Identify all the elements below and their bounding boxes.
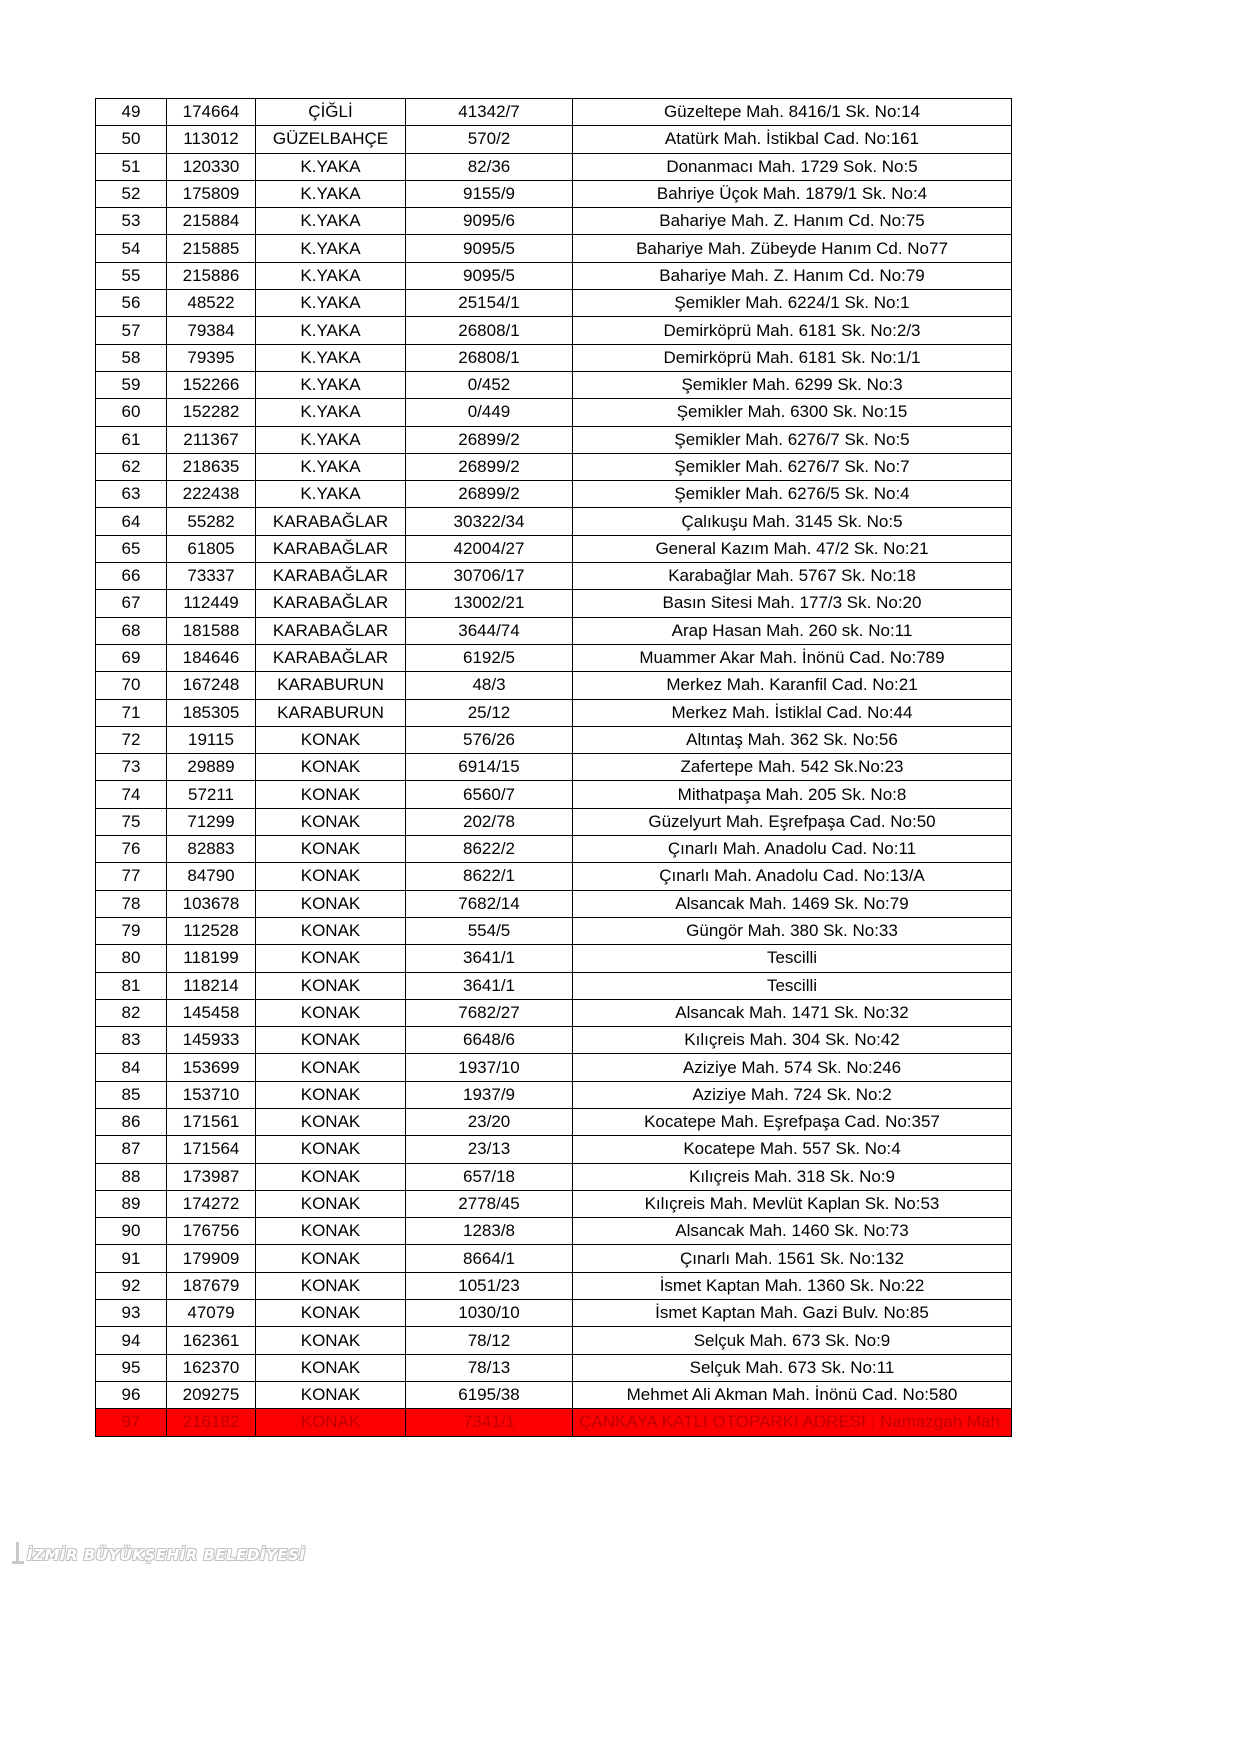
record-id-cell: 181588 [167,617,256,644]
record-id-cell: 215884 [167,208,256,235]
district-cell: K.YAKA [256,426,406,453]
district-cell: KONAK [256,999,406,1026]
table-row [96,535,1012,562]
address-cell: Merkez Mah. Karanfil Cad. No:21 [573,672,1012,699]
row-number-cell: 59 [96,371,167,398]
parcel-cell: 78/12 [406,1327,573,1354]
parcel-cell: 23/13 [406,1136,573,1163]
row-number-cell: 56 [96,290,167,317]
address-cell: Bahariye Mah. Zübeyde Hanım Cd. No77 [573,235,1012,262]
address-cell: Kocatepe Mah. Eşrefpaşa Cad. No:357 [573,1108,1012,1135]
table-row [96,371,1012,398]
row-number-cell: 68 [96,617,167,644]
table-row [96,972,1012,999]
row-number-cell: 64 [96,508,167,535]
table-row [96,344,1012,371]
district-cell: ÇİĞLİ [256,99,406,126]
parcel-cell: 9095/5 [406,262,573,289]
address-cell: Şemikler Mah. 6276/7 Sk. No:7 [573,453,1012,480]
row-number-cell: 90 [96,1218,167,1245]
district-cell: KONAK [256,1300,406,1327]
district-cell: K.YAKA [256,399,406,426]
table-row [96,617,1012,644]
address-cell: Güngör Mah. 380 Sk. No:33 [573,917,1012,944]
table-row [96,1381,1012,1408]
row-number-cell: 94 [96,1327,167,1354]
row-number-cell: 73 [96,754,167,781]
parcel-cell: 78/13 [406,1354,573,1381]
table-row [96,1108,1012,1135]
parcel-cell: 8622/1 [406,863,573,890]
district-cell: K.YAKA [256,317,406,344]
address-cell: Donanmacı Mah. 1729 Sok. No:5 [573,153,1012,180]
row-number-cell: 93 [96,1300,167,1327]
table-row [96,836,1012,863]
record-id-cell: 145458 [167,999,256,1026]
table-row [96,481,1012,508]
table-row [96,99,1012,126]
address-cell: Çalıkuşu Mah. 3145 Sk. No:5 [573,508,1012,535]
parcel-cell: 0/449 [406,399,573,426]
record-id-cell: 185305 [167,699,256,726]
address-cell: Şemikler Mah. 6276/5 Sk. No:4 [573,481,1012,508]
parcel-cell: 7682/14 [406,890,573,917]
row-number-cell: 82 [96,999,167,1026]
address-cell: Muammer Akar Mah. İnönü Cad. No:789 [573,644,1012,671]
parcel-cell: 202/78 [406,808,573,835]
parcel-cell: 13002/21 [406,590,573,617]
parcel-cell: 9095/6 [406,208,573,235]
record-id-cell: 218635 [167,453,256,480]
record-id-cell: 79395 [167,344,256,371]
parcel-cell: 1937/9 [406,1081,573,1108]
table-row [96,563,1012,590]
district-cell: KONAK [256,1190,406,1217]
address-cell: Alsancak Mah. 1471 Sk. No:32 [573,999,1012,1026]
table-row [96,1354,1012,1381]
record-id-cell: 73337 [167,563,256,590]
record-id-cell: 187679 [167,1272,256,1299]
address-cell: Bahriye Üçok Mah. 1879/1 Sk. No:4 [573,180,1012,207]
row-number-cell: 89 [96,1190,167,1217]
record-id-cell: 211367 [167,426,256,453]
address-cell: İsmet Kaptan Mah. 1360 Sk. No:22 [573,1272,1012,1299]
row-number-cell: 87 [96,1136,167,1163]
table-row [96,399,1012,426]
record-id-cell: 173987 [167,1163,256,1190]
record-id-cell: 82883 [167,836,256,863]
record-id-cell: 215886 [167,262,256,289]
table-row [96,262,1012,289]
table-row [96,1300,1012,1327]
record-id-cell: 118199 [167,945,256,972]
parcel-cell: 7341/1 [406,1409,573,1436]
district-cell: KARABAĞLAR [256,590,406,617]
table-row [96,235,1012,262]
parcel-cell: 23/20 [406,1108,573,1135]
parcel-cell: 26808/1 [406,344,573,371]
table-row [96,208,1012,235]
parcel-cell: 26899/2 [406,481,573,508]
table-row [96,317,1012,344]
record-id-cell: 29889 [167,754,256,781]
parcel-cell: 6560/7 [406,781,573,808]
address-cell: Şemikler Mah. 6299 Sk. No:3 [573,371,1012,398]
table-row [96,917,1012,944]
address-cell: Mithatpaşa Mah. 205 Sk. No:8 [573,781,1012,808]
row-number-cell: 92 [96,1272,167,1299]
address-cell: Şemikler Mah. 6300 Sk. No:15 [573,399,1012,426]
table-row [96,1081,1012,1108]
address-cell: Kılıçreis Mah. 304 Sk. No:42 [573,1027,1012,1054]
table-row [96,781,1012,808]
address-cell: Güzeltepe Mah. 8416/1 Sk. No:14 [573,99,1012,126]
row-number-cell: 77 [96,863,167,890]
district-cell: KONAK [256,917,406,944]
address-cell: Bahariye Mah. Z. Hanım Cd. No:79 [573,262,1012,289]
address-cell: Basın Sitesi Mah. 177/3 Sk. No:20 [573,590,1012,617]
parcel-cell: 554/5 [406,917,573,944]
district-cell: KONAK [256,726,406,753]
address-cell: Karabağlar Mah. 5767 Sk. No:18 [573,563,1012,590]
table-row [96,126,1012,153]
parcel-cell: 576/26 [406,726,573,753]
record-id-cell: 162370 [167,1354,256,1381]
table-row [96,1054,1012,1081]
parcel-cell: 6195/38 [406,1381,573,1408]
row-number-cell: 63 [96,481,167,508]
parcel-cell: 9095/5 [406,235,573,262]
record-id-cell: 103678 [167,890,256,917]
table-row [96,1272,1012,1299]
parcel-cell: 0/452 [406,371,573,398]
parcel-cell: 6192/5 [406,644,573,671]
parcel-cell: 8664/1 [406,1245,573,1272]
district-cell: KONAK [256,890,406,917]
record-id-cell: 120330 [167,153,256,180]
address-cell: Şemikler Mah. 6276/7 Sk. No:5 [573,426,1012,453]
district-cell: KARABAĞLAR [256,644,406,671]
parcel-cell: 657/18 [406,1163,573,1190]
district-cell: KONAK [256,863,406,890]
record-id-cell: 175809 [167,180,256,207]
row-number-cell: 75 [96,808,167,835]
district-cell: KONAK [256,808,406,835]
row-number-cell: 54 [96,235,167,262]
row-number-cell: 52 [96,180,167,207]
address-cell: Alsancak Mah. 1469 Sk. No:79 [573,890,1012,917]
table-row [96,754,1012,781]
address-cell: Selçuk Mah. 673 Sk. No:9 [573,1327,1012,1354]
district-cell: K.YAKA [256,180,406,207]
parcel-cell: 30322/34 [406,508,573,535]
address-cell: Kılıçreis Mah. 318 Sk. No:9 [573,1163,1012,1190]
table-row [96,590,1012,617]
district-cell: KONAK [256,1381,406,1408]
record-id-cell: 179909 [167,1245,256,1272]
record-id-cell: 184646 [167,644,256,671]
table-row [96,999,1012,1026]
row-number-cell: 81 [96,972,167,999]
table-row [96,1027,1012,1054]
row-number-cell: 76 [96,836,167,863]
parcel-cell: 1937/10 [406,1054,573,1081]
table-row [96,945,1012,972]
district-cell: K.YAKA [256,453,406,480]
row-number-cell: 72 [96,726,167,753]
row-number-cell: 84 [96,1054,167,1081]
address-cell: Şemikler Mah. 6224/1 Sk. No:1 [573,290,1012,317]
parcel-cell: 25/12 [406,699,573,726]
parcel-cell: 26899/2 [406,426,573,453]
district-cell: KONAK [256,1409,406,1436]
table-row [96,1327,1012,1354]
address-cell: Demirköprü Mah. 6181 Sk. No:2/3 [573,317,1012,344]
record-id-cell: 57211 [167,781,256,808]
row-number-cell: 60 [96,399,167,426]
row-number-cell: 53 [96,208,167,235]
row-number-cell: 86 [96,1108,167,1135]
row-number-cell: 78 [96,890,167,917]
record-id-cell: 152266 [167,371,256,398]
district-cell: KONAK [256,836,406,863]
municipality-logo [12,1538,305,1564]
row-number-cell: 69 [96,644,167,671]
district-cell: K.YAKA [256,153,406,180]
address-cell: Çınarlı Mah. 1561 Sk. No:132 [573,1245,1012,1272]
address-cell: Kocatepe Mah. 557 Sk. No:4 [573,1136,1012,1163]
record-id-cell: 174664 [167,99,256,126]
district-cell: KONAK [256,1245,406,1272]
district-cell: KONAK [256,1027,406,1054]
address-cell: Bahariye Mah. Z. Hanım Cd. No:75 [573,208,1012,235]
district-cell: K.YAKA [256,481,406,508]
parcel-cell: 1283/8 [406,1218,573,1245]
row-number-cell: 85 [96,1081,167,1108]
district-cell: KONAK [256,1081,406,1108]
district-cell: KARABAĞLAR [256,535,406,562]
parcel-cell: 7682/27 [406,999,573,1026]
row-number-cell: 97 [96,1409,167,1436]
address-cell: Merkez Mah. İstiklal Cad. No:44 [573,699,1012,726]
row-number-cell: 80 [96,945,167,972]
address-cell: Alsancak Mah. 1460 Sk. No:73 [573,1218,1012,1245]
address-cell: Demirköprü Mah. 6181 Sk. No:1/1 [573,344,1012,371]
record-id-cell: 55282 [167,508,256,535]
row-number-cell: 62 [96,453,167,480]
row-number-cell: 65 [96,535,167,562]
parcel-cell: 26899/2 [406,453,573,480]
row-number-cell: 70 [96,672,167,699]
address-cell: Tescilli [573,945,1012,972]
record-id-cell: 152282 [167,399,256,426]
row-number-cell: 67 [96,590,167,617]
district-cell: KONAK [256,1327,406,1354]
district-cell: K.YAKA [256,235,406,262]
district-cell: KONAK [256,1272,406,1299]
parcel-cell: 3641/1 [406,945,573,972]
district-cell: KONAK [256,1218,406,1245]
parcel-cell: 6914/15 [406,754,573,781]
table-row [96,644,1012,671]
address-cell: Mehmet Ali Akman Mah. İnönü Cad. No:580 [573,1381,1012,1408]
record-id-cell: 216182 [167,1409,256,1436]
row-number-cell: 79 [96,917,167,944]
record-id-cell: 118214 [167,972,256,999]
parcel-cell: 3644/74 [406,617,573,644]
parcel-cell: 26808/1 [406,317,573,344]
row-number-cell: 96 [96,1381,167,1408]
table-row [96,1190,1012,1217]
row-number-cell: 55 [96,262,167,289]
record-id-cell: 71299 [167,808,256,835]
record-id-cell: 171561 [167,1108,256,1135]
district-cell: KONAK [256,1136,406,1163]
district-cell: KARABAĞLAR [256,508,406,535]
table-row [96,890,1012,917]
district-cell: GÜZELBAHÇE [256,126,406,153]
address-cell: Selçuk Mah. 673 Sk. No:11 [573,1354,1012,1381]
record-id-cell: 61805 [167,535,256,562]
address-cell: Atatürk Mah. İstikbal Cad. No:161 [573,126,1012,153]
parcel-cell: 42004/27 [406,535,573,562]
row-number-cell: 50 [96,126,167,153]
address-cell: General Kazım Mah. 47/2 Sk. No:21 [573,535,1012,562]
district-cell: K.YAKA [256,262,406,289]
record-id-cell: 209275 [167,1381,256,1408]
record-id-cell: 174272 [167,1190,256,1217]
record-id-cell: 162361 [167,1327,256,1354]
table-row [96,290,1012,317]
district-cell: K.YAKA [256,371,406,398]
address-cell: Kılıçreis Mah. Mevlüt Kaplan Sk. No:53 [573,1190,1012,1217]
address-cell: Altıntaş Mah. 362 Sk. No:56 [573,726,1012,753]
record-id-cell: 153710 [167,1081,256,1108]
parcel-cell: 82/36 [406,153,573,180]
district-cell: K.YAKA [256,344,406,371]
table-row [96,1409,1012,1436]
row-number-cell: 58 [96,344,167,371]
table-row [96,153,1012,180]
parcel-cell: 6648/6 [406,1027,573,1054]
address-cell: Çınarlı Mah. Anadolu Cad. No:11 [573,836,1012,863]
table-row [96,508,1012,535]
district-cell: KARABURUN [256,672,406,699]
parcel-cell: 48/3 [406,672,573,699]
parcel-cell: 8622/2 [406,836,573,863]
district-cell: KONAK [256,1163,406,1190]
district-cell: KARABAĞLAR [256,563,406,590]
district-cell: KONAK [256,781,406,808]
record-id-cell: 153699 [167,1054,256,1081]
table-row [96,1163,1012,1190]
district-cell: KARABAĞLAR [256,617,406,644]
record-id-cell: 47079 [167,1300,256,1327]
district-cell: K.YAKA [256,290,406,317]
logo-mark-icon [12,1540,24,1564]
logo-text: İZMİR BÜYÜKŞEHİR BELEDİYESİ [27,1546,306,1564]
address-cell: Arap Hasan Mah. 260 sk. No:11 [573,617,1012,644]
district-cell: KONAK [256,945,406,972]
record-id-cell: 48522 [167,290,256,317]
table-row [96,180,1012,207]
row-number-cell: 71 [96,699,167,726]
table-row [96,426,1012,453]
table-row [96,808,1012,835]
row-number-cell: 61 [96,426,167,453]
record-id-cell: 113012 [167,126,256,153]
row-number-cell: 57 [96,317,167,344]
table-row [96,672,1012,699]
address-cell: Güzelyurt Mah. Eşrefpaşa Cad. No:50 [573,808,1012,835]
parcel-cell: 41342/7 [406,99,573,126]
row-number-cell: 91 [96,1245,167,1272]
address-cell: ÇANKAYA KATLI OTOPARKI ADRESİ : Namazgah Mah. [573,1409,1012,1436]
row-number-cell: 88 [96,1163,167,1190]
record-id-cell: 167248 [167,672,256,699]
records-table-body [96,99,1012,1437]
record-id-cell: 84790 [167,863,256,890]
record-id-cell: 176756 [167,1218,256,1245]
table-row [96,863,1012,890]
row-number-cell: 66 [96,563,167,590]
district-cell: KONAK [256,1054,406,1081]
address-cell: Zafertepe Mah. 542 Sk.No:23 [573,754,1012,781]
record-id-cell: 112449 [167,590,256,617]
district-cell: KARABURUN [256,699,406,726]
district-cell: K.YAKA [256,208,406,235]
records-table [95,98,1012,1437]
record-id-cell: 79384 [167,317,256,344]
address-cell: Tescilli [573,972,1012,999]
district-cell: KONAK [256,1354,406,1381]
parcel-cell: 25154/1 [406,290,573,317]
parcel-cell: 1030/10 [406,1300,573,1327]
district-cell: KONAK [256,754,406,781]
record-id-cell: 215885 [167,235,256,262]
parcel-cell: 2778/45 [406,1190,573,1217]
district-cell: KONAK [256,972,406,999]
row-number-cell: 95 [96,1354,167,1381]
parcel-cell: 30706/17 [406,563,573,590]
table-row [96,1218,1012,1245]
table-row [96,1245,1012,1272]
row-number-cell: 51 [96,153,167,180]
record-id-cell: 222438 [167,481,256,508]
table-row [96,453,1012,480]
record-id-cell: 171564 [167,1136,256,1163]
parcel-cell: 570/2 [406,126,573,153]
address-cell: Aziziye Mah. 724 Sk. No:2 [573,1081,1012,1108]
row-number-cell: 83 [96,1027,167,1054]
table-row [96,699,1012,726]
row-number-cell: 74 [96,781,167,808]
district-cell: KONAK [256,1108,406,1135]
address-cell: Çınarlı Mah. Anadolu Cad. No:13/A [573,863,1012,890]
record-id-cell: 19115 [167,726,256,753]
row-number-cell: 49 [96,99,167,126]
record-id-cell: 112528 [167,917,256,944]
record-id-cell: 145933 [167,1027,256,1054]
parcel-cell: 3641/1 [406,972,573,999]
parcel-cell: 9155/9 [406,180,573,207]
address-cell: İsmet Kaptan Mah. Gazi Bulv. No:85 [573,1300,1012,1327]
parcel-cell: 1051/23 [406,1272,573,1299]
table-row [96,1136,1012,1163]
address-cell: Aziziye Mah. 574 Sk. No:246 [573,1054,1012,1081]
table-row [96,726,1012,753]
